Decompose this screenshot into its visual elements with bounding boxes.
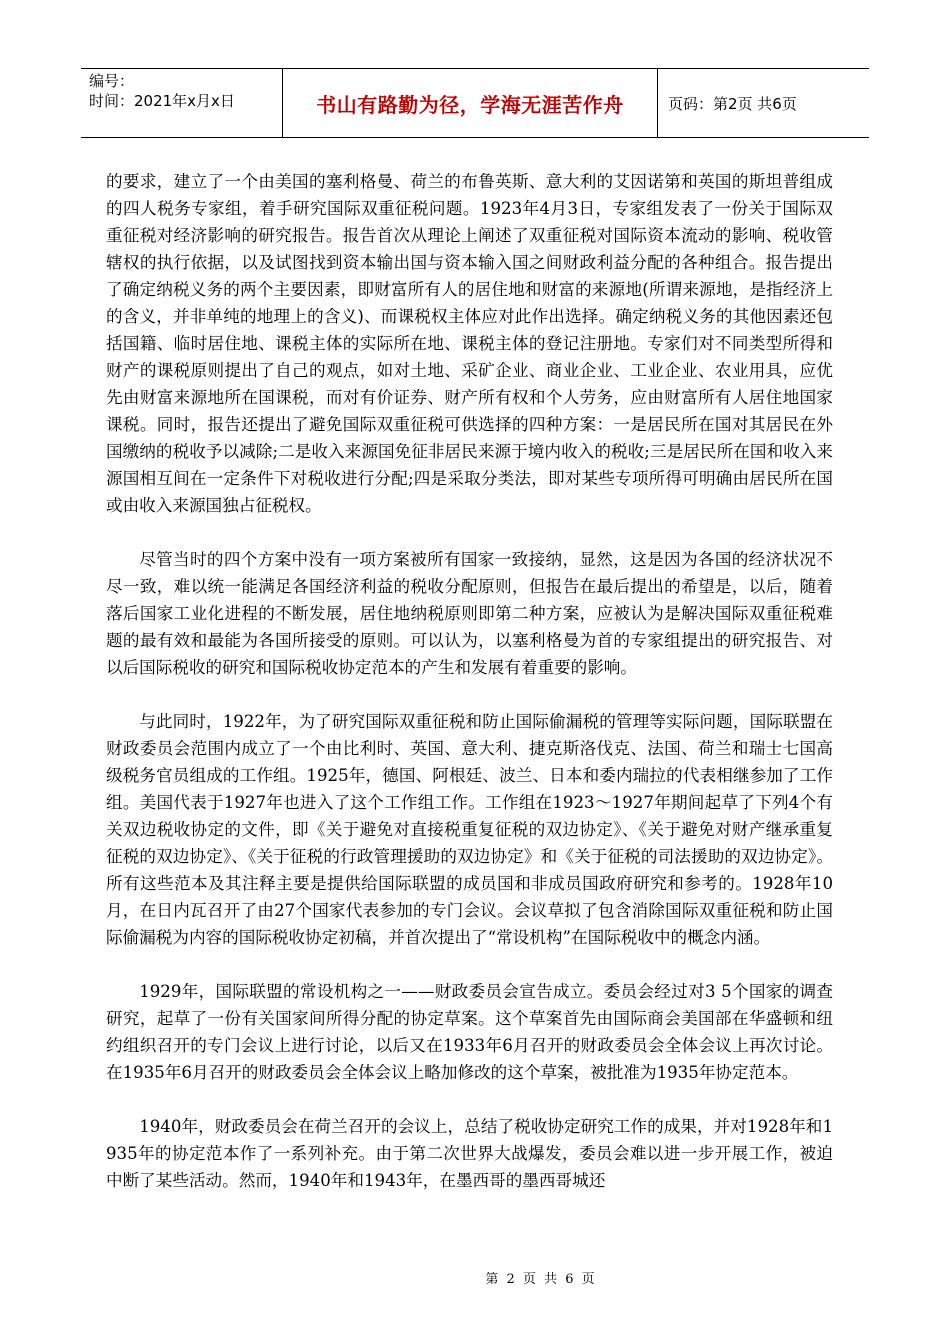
header-meta [81,69,283,137]
header-page-info: 页码：第2页 共6页 [668,94,797,113]
body-paragraph: 1929年，国际联盟的常设机构之一——财政委员会宣告成立。委员会经过对3 5个国家的调查研究，起草了一份有关国家间所得分配的协定草案。这个草案首先由国际商会美国部在华盛顿和纽约组织召开的专门会议上进行讨论，以后又在1933年6月召开的财政委员会全体会议上再次讨论。在1935年6月召开的财政委员会全体会议上略加修改的这个草案，被批准为1935年协定范本。 [106,982,833,1082]
page-footer: 第 2 页 共 6 页 [485,1272,595,1287]
header-motto: 书山有路勤为径，学海无涯苦作舟 [283,69,658,137]
body-paragraph: 尽管当时的四个方案中没有一项方案被所有国家一致接纳，显然，这是因为各国的经济状况不尽一致，难以统一能满足各国经济利益的税收分配原则，但报告在最后提出的希望是，以后，随着落后国家工业化进程的不断发展，居住地纳税原则即第二种方案，应被认为是解决国际双重征税难题的最有效和最能为各国所接受的原则。可以认为，以塞利格曼为首的专家组提出的研究报告、对以后国际税收的研究和国际税收协定范本的产生和发展有着重要的影响。 [106,550,833,677]
document-time: 时间：2021年x月x日 [89,92,235,110]
body-paragraph: 的要求，建立了一个由美国的塞利格曼、荷兰的布鲁英斯、意大利的艾因诺第和英国的斯坦普组成的四人税务专家组，着手研究国际双重征税问题。1923年4月3日，专家组发表了一份关于国际双重征税对经济影响的研究报告。报告首次从理论上阐述了双重征税对国际资本流动的影响、税收管辖权的执行依据，以及试图找到资本输出国与资本输入国之间财政利益分配的各种组合。报告提出了确定纳税义务的两个主要因素，即财富所有人的居住地和财富的来源地(所谓来源地，是指经济上的含义，并非单纯的地理上的含义)、而课税权主体应对此作出选择。确定纳税义务的其他因素还包括国籍、临时居住地、课税主体的实际所在地、课税主体的登记注册地。专家们对不同类型所得和财产的课税原则提出了自己的观点，如对土地、采矿企业、商业企业、工业企业、农业用具，应优先由财富来源地所在国课税，而对有价证券、财产所有权和个人劳务，应由财富所有人居住地国家课税。同时，报告还提出了避免国际双重征税可供选择的四种方案：一是居民所在国对其居民在外国缴纳的税收予以减除;二是收入来源国免征非居民来源于境内收入的税收;三是居民所在国和收入来源国相互间在一定条件下对税收进行分配;四是采取分类法，即对某些专项所得可明确由居民所在国或由收入来源国独占征税权。 [106,172,833,515]
document-body [106,168,833,1221]
body-paragraph: 1940年，财政委员会在荷兰召开的会议上，总结了税收协定研究工作的成果，并对1928年和1935年的协定范本作了一系列补充。由于第二次世界大战爆发，委员会难以进一步开展工作，被迫中断了某些活动。然而，1940年和1943年，在墨西哥的墨西哥城还 [106,1117,833,1190]
document-number: 编号： [89,72,135,90]
page-header [81,68,869,138]
body-paragraph: 与此同时，1922年，为了研究国际双重征税和防止国际偷漏税的管理等实际问题，国际联盟在财政委员会范围内成立了一个由比利时、英国、意大利、捷克斯洛伐克、法国、荷兰和瑞士七国高级税务官员组成的工作组。1925年，德国、阿根廷、波兰、日本和委内瑞拉的代表相继参加了工作组。美国代表于1927年也进入了这个工作组工作。工作组在1923～1927年期间起草了下列4个有关双边税收协定的文件，即《关于避免对直接税重复征税的双边协定》、《关于避免对财产继承重复征税的双边协定》、《关于征税的行政管理援助的双边协定》和《关于征税的司法援助的双边协定》。所有这些范本及其注释主要是提供给国际联盟的成员国和非成员国政府研究和参考的。1928年10月，在日内瓦召开了由27个国家代表参加的专门会议。会议草拟了包含消除国际双重征税和防止国际偷漏税为内容的国际税收协定初稿，并首次提出了“常设机构”在国际税收中的概念内涵。 [106,712,833,947]
